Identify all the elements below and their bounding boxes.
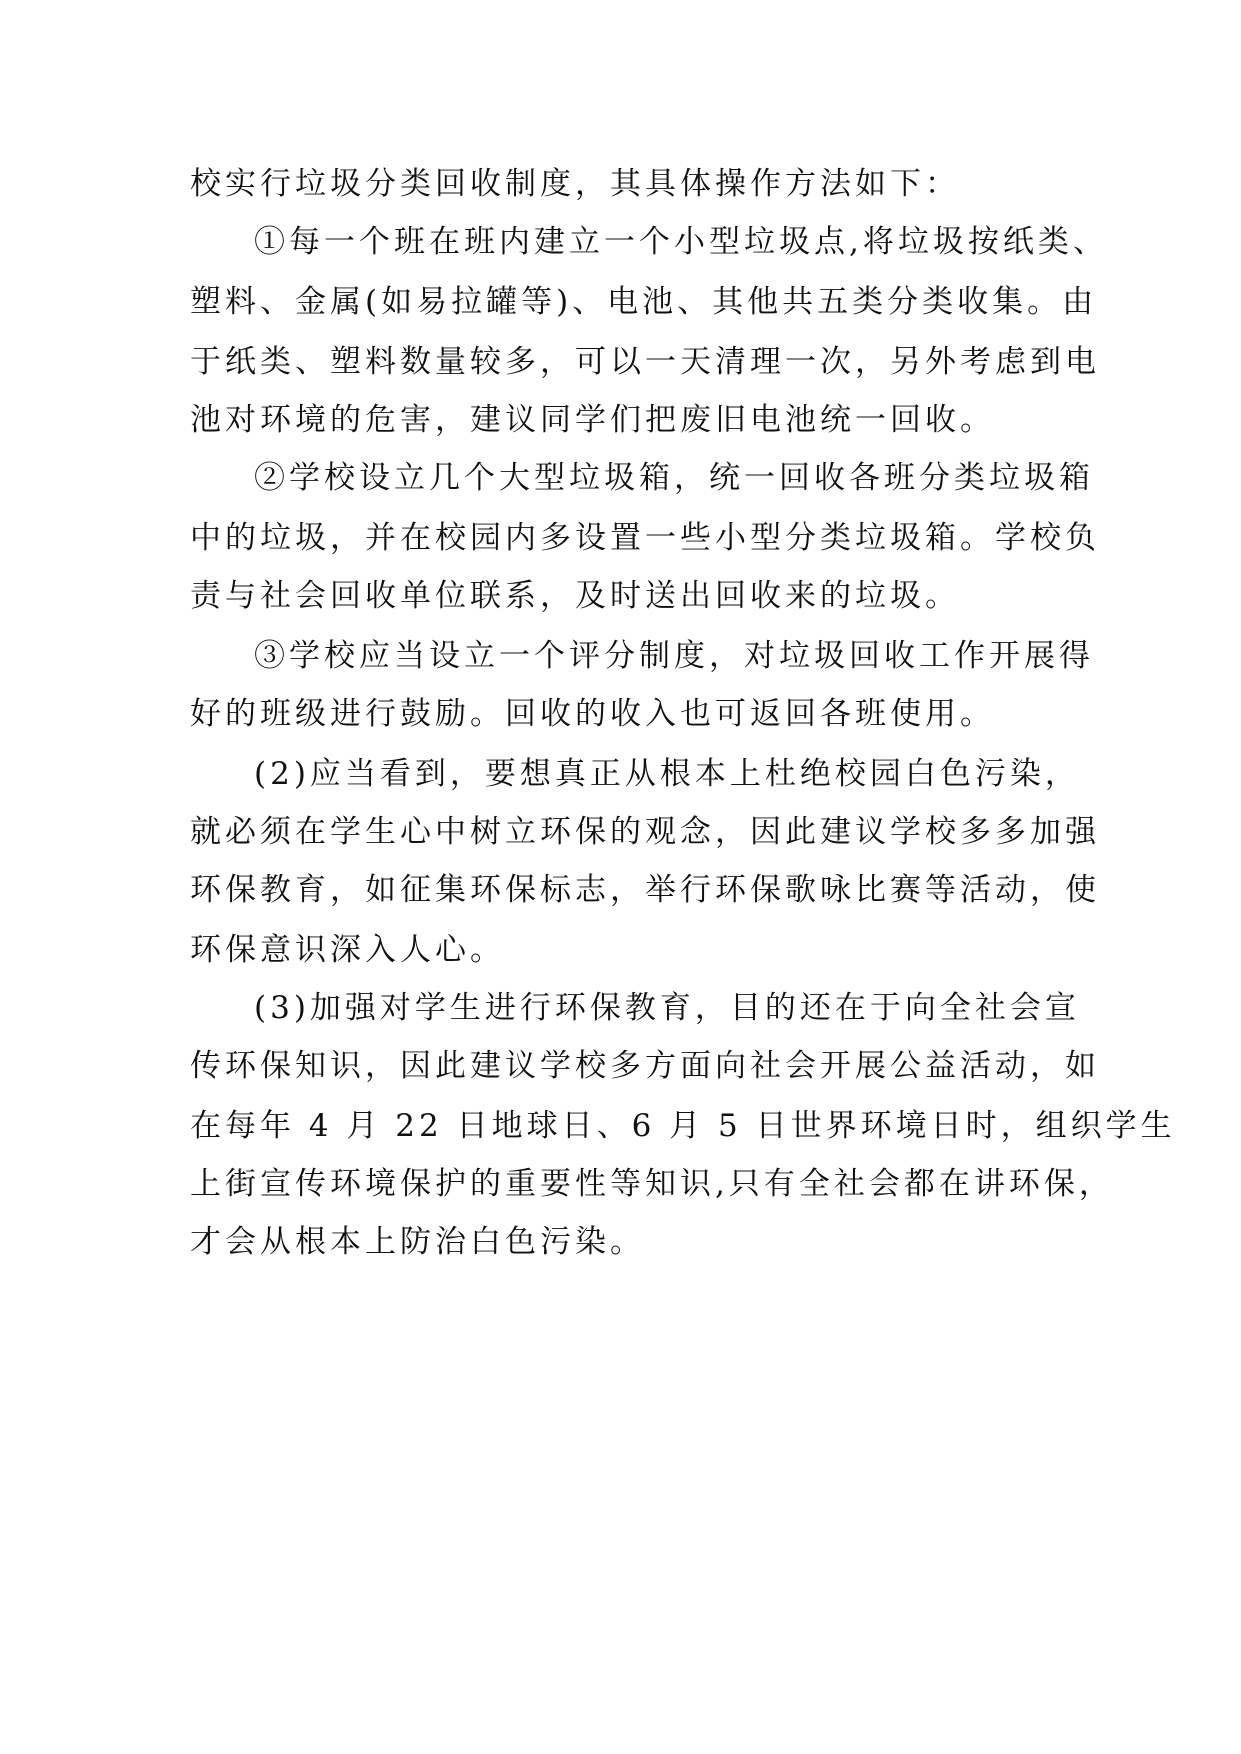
text-line: ①每一个班在班内建立一个小型垃圾点,将垃圾按纸类、 — [254, 224, 1108, 260]
text-line: (3)加强对学生进行环保教育，目的还在于向全社会宣 — [254, 990, 1080, 1026]
text-line: 中的垃圾，并在校园内多设置一些小型分类垃圾箱。学校负 — [190, 520, 1100, 556]
text-line: 才会从根本上防治白色污染。 — [190, 1224, 645, 1260]
text-line: 塑料、金属(如易拉罐等)、电池、其他共五类分类收集。由 — [190, 284, 1098, 320]
text-line: 于纸类、塑料数量较多，可以一天清理一次，另外考虑到电 — [190, 344, 1100, 380]
text-line: 上街宣传环境保护的重要性等知识,只有全社会都在讲环保， — [190, 1166, 1114, 1202]
text-line: 池对环境的危害，建议同学们把废旧电池统一回收。 — [190, 402, 995, 438]
text-line: ③学校应当设立一个评分制度，对垃圾回收工作开展得 — [254, 638, 1094, 674]
text-line: 好的班级进行鼓励。回收的收入也可返回各班使用。 — [190, 696, 995, 732]
text-line: 环保教育，如征集环保标志，举行环保歌咏比赛等活动，使 — [190, 872, 1100, 908]
text-line: 校实行垃圾分类回收制度，其具体操作方法如下： — [190, 166, 960, 202]
text-line: 环保意识深入人心。 — [190, 932, 505, 968]
text-line: 责与社会回收单位联系，及时送出回收来的垃圾。 — [190, 578, 960, 614]
text-line: 就必须在学生心中树立环保的观念，因此建议学校多多加强 — [190, 814, 1100, 850]
text-line: ②学校设立几个大型垃圾箱，统一回收各班分类垃圾箱 — [254, 460, 1094, 496]
text-line: (2)应当看到，要想真正从根本上杜绝校园白色污染， — [254, 756, 1080, 792]
text-line: 在每年 4 月 22 日地球日、6 月 5 日世界环境日时，组织学生 — [190, 1108, 1176, 1144]
text-line: 传环保知识，因此建议学校多方面向社会开展公益活动，如 — [190, 1048, 1100, 1084]
